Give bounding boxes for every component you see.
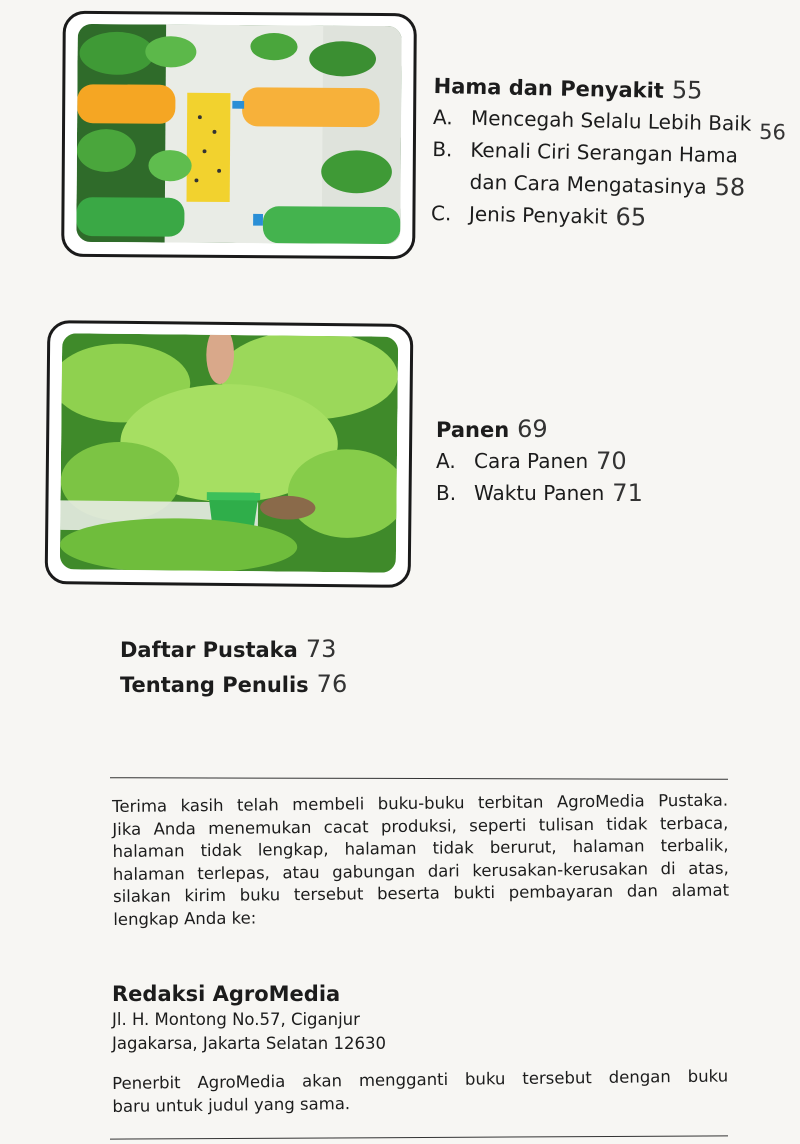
- back-entry-page-number: 73: [305, 635, 337, 663]
- notice-line: Jika Anda menemukan cacat produksi, seperti tulisan tidak terbaca,: [112, 813, 729, 839]
- divider-top: [110, 777, 728, 780]
- notice-line: halaman tidak lengkap, halaman tidak berurut, halaman terbalik,: [112, 835, 729, 862]
- closing-line: baru untuk judul yang sama.: [112, 1094, 351, 1116]
- back-entry-page-number: 76: [316, 670, 348, 698]
- hydroponic-bottles-illustration: [76, 24, 402, 244]
- photo-lettuce-harvest: [45, 320, 414, 588]
- publisher-name: Redaksi AgroMedia: [112, 982, 341, 1006]
- photo-lettuce-harvest-image: [60, 333, 398, 573]
- toc-back-entry: [120, 632, 347, 667]
- toc-item-letter: B.: [432, 136, 453, 162]
- toc-section-back-matter: [120, 632, 347, 702]
- toc-section-panen: [436, 414, 643, 509]
- photo-hydroponic-bottles-image: [76, 24, 402, 244]
- toc-item-label: Cara Panen: [474, 449, 589, 473]
- toc-item-label: Jenis Penyakit: [468, 201, 608, 229]
- toc-item-page-number: 70: [596, 447, 627, 475]
- toc-item-label: Mencegah Selalu Lebih Baik: [470, 105, 752, 136]
- notice-paragraph: [112, 790, 729, 932]
- chapter-page-number: 69: [517, 415, 548, 443]
- toc-item-label-continuation: dan Cara Mengatasinya: [469, 169, 707, 199]
- toc-item-page-number: 56: [758, 119, 787, 145]
- chapter-title-text: Panen: [436, 418, 510, 442]
- publisher-address: [112, 980, 512, 1056]
- toc-item-page-number: 71: [612, 479, 643, 507]
- lettuce-harvest-illustration: [60, 333, 398, 573]
- address-line: Jagakarsa, Jakarta Selatan 12630: [112, 1034, 386, 1053]
- back-entry-label: Daftar Pustaka: [120, 638, 298, 662]
- divider-bottom: [110, 1135, 728, 1139]
- toc-item-page-number: 58: [714, 172, 746, 202]
- notice-line: lengkap Anda ke:: [113, 908, 257, 929]
- notice-line: silakan kirim buku tersebut beserta bukti pembayaran dan alamat: [112, 880, 730, 907]
- chapter-title-text: Hama dan Penyakit: [433, 73, 665, 103]
- toc-chapter-title: [436, 414, 643, 445]
- closing-line: Penerbit AgroMedia akan mengganti buku tersebut dengan buku: [112, 1066, 729, 1093]
- photo-hydroponic-bottles: [61, 11, 417, 259]
- toc-back-entry: [120, 667, 347, 702]
- toc-item-page-number: 65: [615, 202, 647, 232]
- notice-line: halaman terlepas, atau gabungan dari kerusakan-kerusakan di atas,: [112, 858, 729, 884]
- toc-item-letter: A.: [432, 104, 453, 130]
- toc-item-label: Kenali Ciri Serangan Hama: [470, 137, 739, 168]
- back-entry-label: Tentang Penulis: [120, 673, 309, 697]
- chapter-page-number: 55: [671, 75, 703, 105]
- toc-item-label: Waktu Panen: [474, 481, 605, 505]
- toc-item-letter: C.: [430, 200, 452, 226]
- closing-paragraph: [112, 1064, 729, 1118]
- toc-section-hama-dan-penyakit: [431, 70, 787, 236]
- toc-item-letter: B.: [436, 481, 457, 505]
- toc-item: [436, 477, 643, 509]
- address-line: Jl. H. Montong No.57, Ciganjur: [112, 1010, 360, 1029]
- toc-item-letter: A.: [436, 449, 456, 473]
- notice-line: Terima kasih telah membeli buku-buku terbitan AgroMedia Pustaka.: [112, 790, 729, 816]
- toc-item: [436, 445, 643, 477]
